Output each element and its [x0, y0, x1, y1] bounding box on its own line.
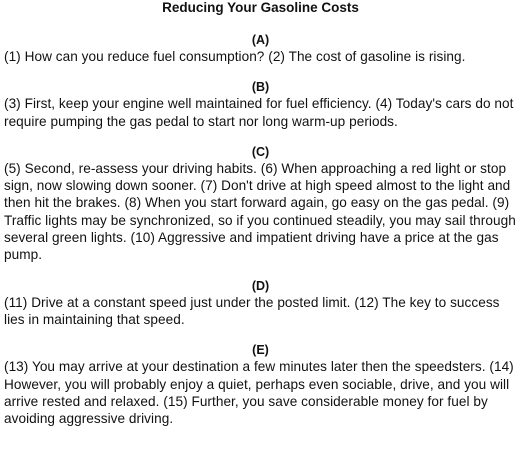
section-a [4, 32, 517, 65]
section-label-a: (A) [251, 33, 270, 47]
section-text-c: (5) Second, re-assess your driving habits. (6) When approaching a red light or stop sign, now slowing down sooner. (7) Don't drive at high speed almost to the light and then hit the brakes. (8) When you start forward again, go easy on the gas pedal. (9) Traffic lights may be synchronized, so if you continued steadily, you may sail through several green lights. (10) Aggressive and impatient driving have a price at the gas pump. [4, 160, 516, 263]
section-label-c: (C) [251, 144, 270, 159]
section-e [4, 342, 517, 427]
section-text-b: (3) First, keep your engine well maintained for fuel efficiency. (4) Today's cars do not require pumping the gas pedal to start nor long warm-up periods. [4, 96, 514, 129]
section-label-e: (E) [252, 343, 269, 358]
section-label-b: (B) [251, 80, 270, 95]
section-text-e: (13) You may arrive at your destination a few minutes later then the speedsters. (14) However, you will probably enjoy a quiet, perhaps even sociable, drive, and you will arrive rested and relaxed. (15) Further, you save considerable money for fuel by avoiding aggressive driving. [4, 359, 514, 427]
document-title: Reducing Your Gasoline Costs [162, 0, 359, 15]
section-b [4, 79, 517, 130]
section-text-a: (1) How can you reduce fuel consumption? (2) The cost of gasoline is rising. [4, 49, 466, 64]
section-c [4, 144, 517, 264]
section-d [4, 278, 517, 329]
section-text-d: (11) Drive at a constant speed just under the posted limit. (12) The key to success lies in maintaining that speed. [4, 294, 500, 327]
section-label-d: (D) [251, 278, 270, 293]
